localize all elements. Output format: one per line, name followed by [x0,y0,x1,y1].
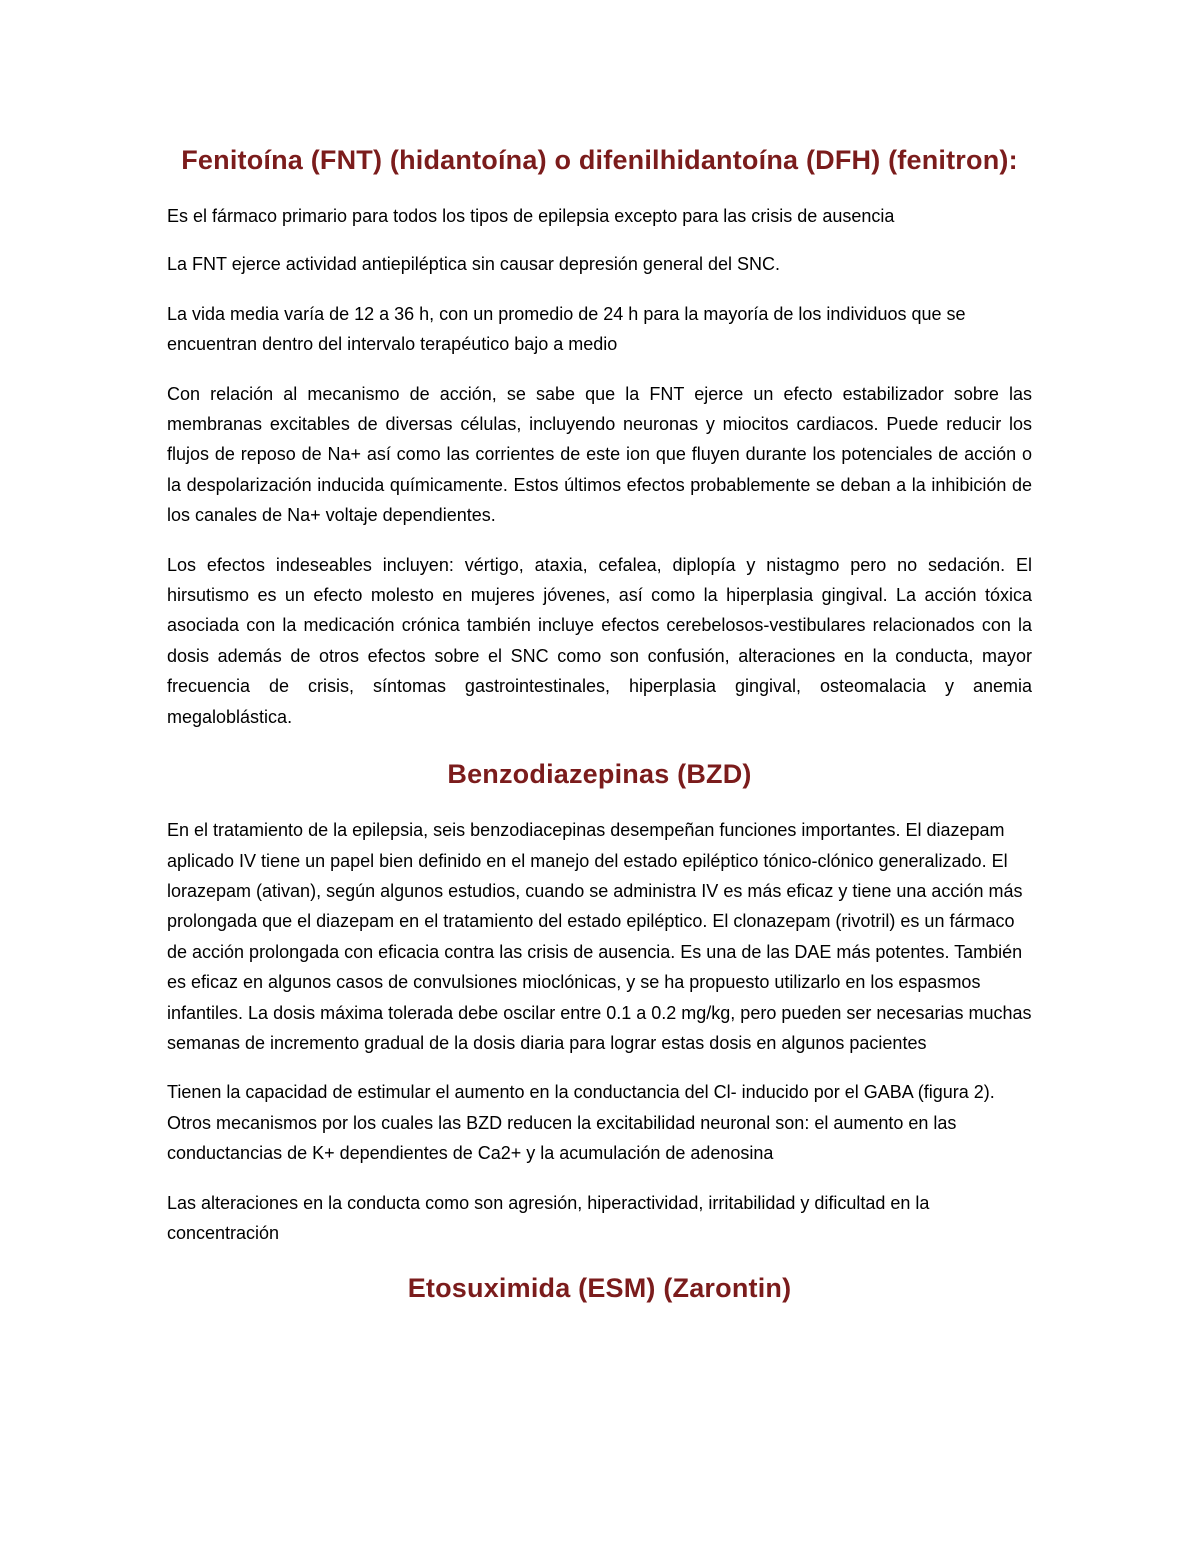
section-title-fenitoina: Fenitoína (FNT) (hidantoína) o difenilhidantoína (DFH) (fenitron): [181,145,1018,175]
paragraph: En el tratamiento de la epilepsia, seis benzodiacepinas desempeñan funciones importantes. El diazepam aplicado IV tiene un papel bien definido en el manejo del estado epiléptico tónico-clónico generalizado. El lorazepam (ativan), según algunos estudios, cuando se administra IV es más eficaz y tiene una acción más prolongada que el diazepam en el tratamiento del estado epiléptico. El clonazepam (rivotril) es un fármaco de acción prolongada con eficacia contra las crisis de ausencia. Es una de las DAE más potentes. También es eficaz en algunos casos de convulsiones mioclónicas, y se ha propuesto utilizarlo en los espasmos infantiles. La dosis máxima tolerada debe oscilar entre 0.1 a 0.2 mg/kg, pero pueden ser necesarias muchas semanas de incremento gradual de la dosis diaria para lograr estas dosis en algunos pacientes [167,820,1032,1053]
document-content [167,140,1032,1308]
section-title-benzodiazepinas: Benzodiazepinas (BZD) [447,759,752,790]
paragraph: Es el fármaco primario para todos los tipos de epilepsia excepto para las crisis de ausencia [167,206,895,226]
paragraph: Las alteraciones en la conducta como son agresión, hiperactividad, irritabilidad y dificultad en la concentración [167,1192,930,1243]
paragraph: La vida media varía de 12 a 36 h, con un promedio de 24 h para la mayoría de los individuos que se encuentran dentro del intervalo terapéutico bajo a medio [167,303,966,355]
section-title-etosuximida: Etosuximida (ESM) (Zarontin) [407,1273,792,1304]
paragraph: Tienen la capacidad de estimular el aumento en la conductancia del Cl- inducido por el GABA (figura 2). Otros mecanismos por los cuales las BZD reducen la excitabilidad neuronal son: el aumento en las conductancias de K+ dependientes de Ca2+ y la acumulación de adenosina [167,1082,995,1164]
paragraph: Con relación al mecanismo de acción, se sabe que la FNT ejerce un efecto estabilizador sobre las membranas excitables de diversas células, incluyendo neuronas y miocitos cardiacos. Puede reducir los flujos de reposo de Na+ así como las corrientes de este ion que fluyen durante los potenciales de acción o la despolarización inducida químicamente. Estos últimos efectos probablemente se deban a la inhibición de los canales de Na+ voltaje dependientes. [167,383,1032,526]
paragraph: Los efectos indeseables incluyen: vértigo, ataxia, cefalea, diplopía y nistagmo pero no sedación. El hirsutismo es un efecto molesto en mujeres jóvenes, así como la hiperplasia gingival. La acción tóxica asociada con la medicación crónica también incluye efectos cerebelosos-vestibulares relacionados con la dosis además de otros efectos sobre el SNC como son confusión, alteraciones en la conducta, mayor frecuencia de crisis, síntomas gastrointestinales, hiperplasia gingival, osteomalacia y anemia megaloblástica. [167,554,1032,727]
paragraph: La FNT ejerce actividad antiepiléptica sin causar depresión general del SNC. [167,254,781,275]
